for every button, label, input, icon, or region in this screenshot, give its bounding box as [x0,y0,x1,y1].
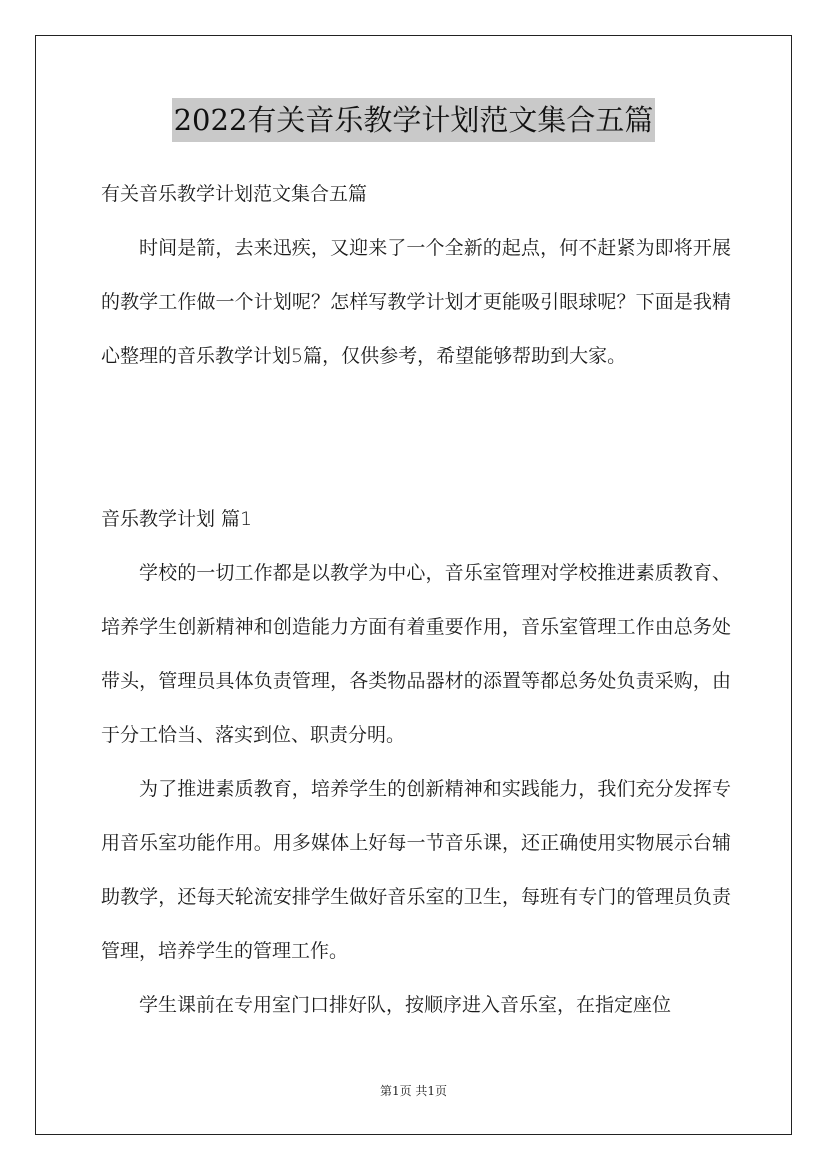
section-heading: 音乐教学计划 篇1 [101,508,253,530]
paragraph-2: 为了推进素质教育，培养学生的创新精神和实践能力，我们充分发挥专用音乐室功能作用。用多媒体上好每一节音乐课，还正确使用实物展示台辅助教学，还每天轮流安排学生做好音乐室的卫生，每班有专门的管理员负责管理，培养学生的管理工作。 [101,778,731,962]
document-title: 2022有关音乐教学计划范文集合五篇 [172,98,656,142]
paragraph-1: 学校的一切工作都是以教学为中心，音乐室管理对学校推进素质教育、培养学生创新精神和创造能力方面有着重要作用，音乐室管理工作由总务处带头，管理员具体负责管理，各类物品器材的添置等都总务处负责采购，由于分工恰当、落实到位、职责分明。 [101,562,731,746]
paragraph-3: 学生课前在专用室门口排好队，按顺序进入音乐室，在指定座位 [139,994,672,1016]
title-container [0,98,827,142]
page-footer: 第1页 共1页 [379,1084,448,1098]
document-subtitle: 有关音乐教学计划范文集合五篇 [101,183,368,205]
intro-paragraph: 时间是箭，去来迅疾，又迎来了一个全新的起点，何不赶紧为即将开展的教学工作做一个计划呢？怎样写教学计划才更能吸引眼球呢？下面是我精心整理的音乐教学计划5篇，仅供参考，希望能够帮助到大家。 [101,237,731,367]
